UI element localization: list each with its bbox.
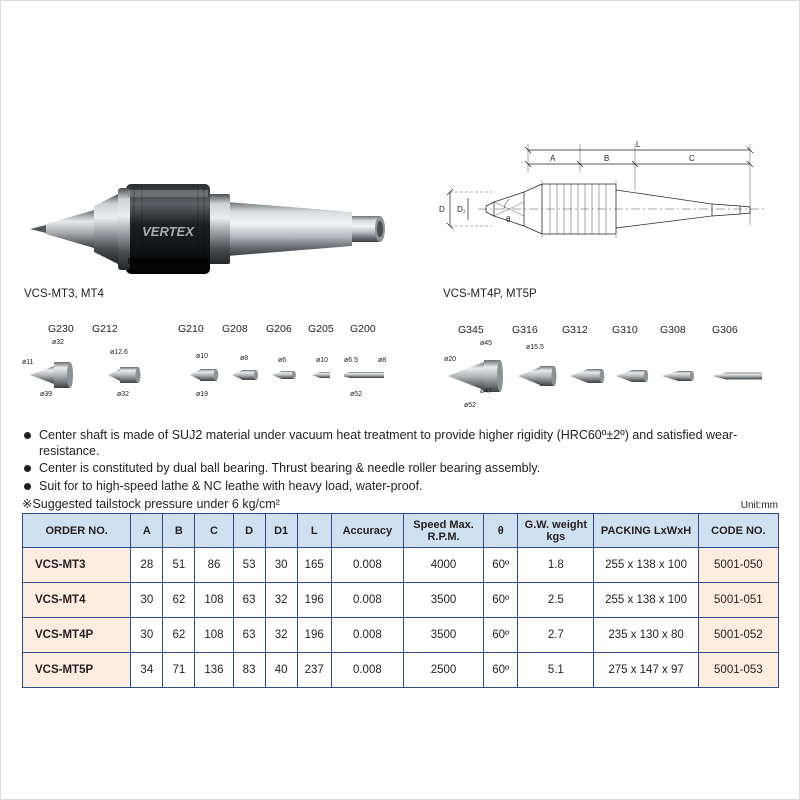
- cell-l: 165: [297, 548, 331, 583]
- feature-text: Center is constituted by dual ball bearing. Thrust bearing & needle roller bearing assembly.: [39, 461, 541, 475]
- feature-text: Center shaft is made of SUJ2 material under vacuum heat treatment to provide higher rigidity (HRC60º±2º) and satisfied wear-resistance.: [39, 428, 738, 458]
- cell-d1: 40: [265, 653, 297, 688]
- dim-g345-d47: ø47: [480, 388, 493, 395]
- table-row: [23, 653, 779, 688]
- th-packing: PACKING LxWxH: [594, 514, 698, 548]
- cell-weight: 5.1: [518, 653, 594, 688]
- point-label-g206: G206: [266, 323, 292, 335]
- dim-g208-d8: ø8: [240, 355, 249, 362]
- technical-drawing: [420, 130, 780, 280]
- cell-code: 5001-051: [698, 583, 778, 618]
- point-label-g312: G312: [562, 324, 588, 336]
- cell-code: 5001-053: [698, 653, 778, 688]
- point-family-right: [440, 324, 790, 420]
- cell-a: 34: [131, 653, 163, 688]
- cell-a: 30: [131, 583, 163, 618]
- th-accuracy: Accuracy: [331, 514, 403, 548]
- cell-d: 63: [233, 583, 265, 618]
- th-a: A: [131, 514, 163, 548]
- cell-speed: 4000: [403, 548, 483, 583]
- dim-g345-d52: ø52: [464, 402, 477, 409]
- dim-g345-d45: ø45: [480, 340, 493, 347]
- cell-theta: 60º: [484, 548, 518, 583]
- dim-g230-d32: ø32: [52, 339, 65, 346]
- dim-g200-d65: ø6.5: [344, 357, 359, 364]
- point-label-g200: G200: [350, 323, 376, 335]
- cell-speed: 3500: [403, 583, 483, 618]
- dim-g230-d39: ø39: [40, 391, 53, 398]
- cell-accuracy: 0.008: [331, 548, 403, 583]
- feature-item: [22, 461, 778, 477]
- cell-c: 108: [195, 618, 233, 653]
- dim-g345-d20: ø20: [444, 356, 457, 363]
- cell-a: 30: [131, 618, 163, 653]
- th-code-no: CODE NO.: [698, 514, 778, 548]
- th-theta: θ: [484, 514, 518, 548]
- feature-list: [22, 428, 778, 512]
- cell-packing: 255 x 138 x 100: [594, 548, 698, 583]
- dim-theta: θ: [506, 215, 511, 224]
- cell-accuracy: 0.008: [331, 618, 403, 653]
- cell-speed: 2500: [403, 653, 483, 688]
- dim-g316-d155: ø15.5: [526, 344, 544, 351]
- dim-g200-d52: ø52: [350, 391, 363, 398]
- point-label-g230: G230: [48, 323, 74, 335]
- dim-g212-d32: ø32: [117, 391, 130, 398]
- cell-c: 136: [195, 653, 233, 688]
- dim-g200-d8: ø8: [378, 357, 387, 364]
- dim-g210-d19: ø19: [196, 391, 209, 398]
- cell-speed: 3500: [403, 618, 483, 653]
- cell-b: 62: [163, 618, 195, 653]
- dim-g210-d10: ø10: [196, 353, 209, 360]
- table-header-row: [23, 514, 779, 548]
- dim-g230-d11: ø11: [22, 359, 34, 366]
- point-label-g208: G208: [222, 323, 248, 335]
- cell-order: VCS-MT5P: [23, 653, 131, 688]
- bullet-icon: [24, 432, 31, 439]
- cell-b: 71: [163, 653, 195, 688]
- bullet-icon: [24, 465, 31, 472]
- point-label-g212: G212: [92, 323, 118, 335]
- cell-weight: 2.5: [518, 583, 594, 618]
- cell-packing: 235 x 130 x 80: [594, 618, 698, 653]
- spec-table: [22, 513, 779, 688]
- dim-g206-d6: ø6: [278, 357, 287, 364]
- cell-packing: 275 x 147 x 97: [594, 653, 698, 688]
- point-label-g308: G308: [660, 324, 686, 336]
- cell-code: 5001-052: [698, 618, 778, 653]
- cell-d: 63: [233, 618, 265, 653]
- cell-accuracy: 0.008: [331, 583, 403, 618]
- unit-note: Unit:mm: [740, 500, 778, 511]
- svg-text:VERTEX: VERTEX: [142, 224, 194, 239]
- point-label-g310: G310: [612, 324, 638, 336]
- cell-code: 5001-050: [698, 548, 778, 583]
- cell-l: 237: [297, 653, 331, 688]
- cell-a: 28: [131, 548, 163, 583]
- th-gw-weight: G.W. weight kgs: [518, 514, 594, 548]
- cell-b: 51: [163, 548, 195, 583]
- th-order-no: ORDER NO.: [23, 514, 131, 548]
- cell-theta: 60º: [484, 618, 518, 653]
- cell-weight: 1.8: [518, 548, 594, 583]
- feature-text: Suit for to high-speed lathe & NC leathe with heavy load, water-proof.: [39, 478, 423, 493]
- model-label-right: VCS-MT4P, MT5P: [443, 288, 537, 300]
- cell-c: 108: [195, 583, 233, 618]
- dim-b: B: [604, 154, 610, 163]
- point-family-left: [20, 323, 420, 420]
- table-row: [23, 618, 779, 653]
- cell-weight: 2.7: [518, 618, 594, 653]
- th-l: L: [297, 514, 331, 548]
- cell-packing: 255 x 138 x 100: [594, 583, 698, 618]
- cell-d1: 32: [265, 583, 297, 618]
- th-speed-max-rpm: Speed Max. R.P.M.: [403, 514, 483, 548]
- point-label-g316: G316: [512, 324, 538, 336]
- feature-item: [22, 428, 778, 459]
- model-label-left: VCS-MT3, MT4: [24, 288, 104, 300]
- cell-order: VCS-MT4: [23, 583, 131, 618]
- cell-d: 83: [233, 653, 265, 688]
- point-label-g205: G205: [308, 323, 334, 335]
- product-photo-vcs-mt3-mt4: [22, 150, 422, 285]
- pressure-note: ※Suggested tailstock pressure under 6 kg/cm²: [22, 497, 280, 511]
- th-b: B: [163, 514, 195, 548]
- cell-d1: 32: [265, 618, 297, 653]
- cell-d: 53: [233, 548, 265, 583]
- dim-d: D: [439, 205, 445, 214]
- dim-d1: D₁: [457, 205, 466, 214]
- cell-accuracy: 0.008: [331, 653, 403, 688]
- dim-c: C: [689, 154, 695, 163]
- table-row: [23, 583, 779, 618]
- cell-l: 196: [297, 618, 331, 653]
- cell-theta: 60º: [484, 583, 518, 618]
- th-d1: D1: [265, 514, 297, 548]
- th-c: C: [195, 514, 233, 548]
- cell-l: 196: [297, 583, 331, 618]
- dim-l: L: [636, 140, 641, 149]
- cell-c: 86: [195, 548, 233, 583]
- point-label-g306: G306: [712, 324, 738, 336]
- table-row: [23, 548, 779, 583]
- th-d: D: [233, 514, 265, 548]
- point-label-g345: G345: [458, 324, 484, 336]
- cell-order: VCS-MT3: [23, 548, 131, 583]
- point-label-g210: G210: [178, 323, 204, 335]
- dim-g212-d126: ø12.6: [110, 349, 128, 356]
- cell-b: 62: [163, 583, 195, 618]
- cell-theta: 60º: [484, 653, 518, 688]
- cell-order: VCS-MT4P: [23, 618, 131, 653]
- dim-g205-d10: ø10: [316, 357, 329, 364]
- bullet-icon: [24, 483, 31, 490]
- feature-item: [22, 479, 778, 495]
- cell-d1: 30: [265, 548, 297, 583]
- dim-a: A: [550, 154, 556, 163]
